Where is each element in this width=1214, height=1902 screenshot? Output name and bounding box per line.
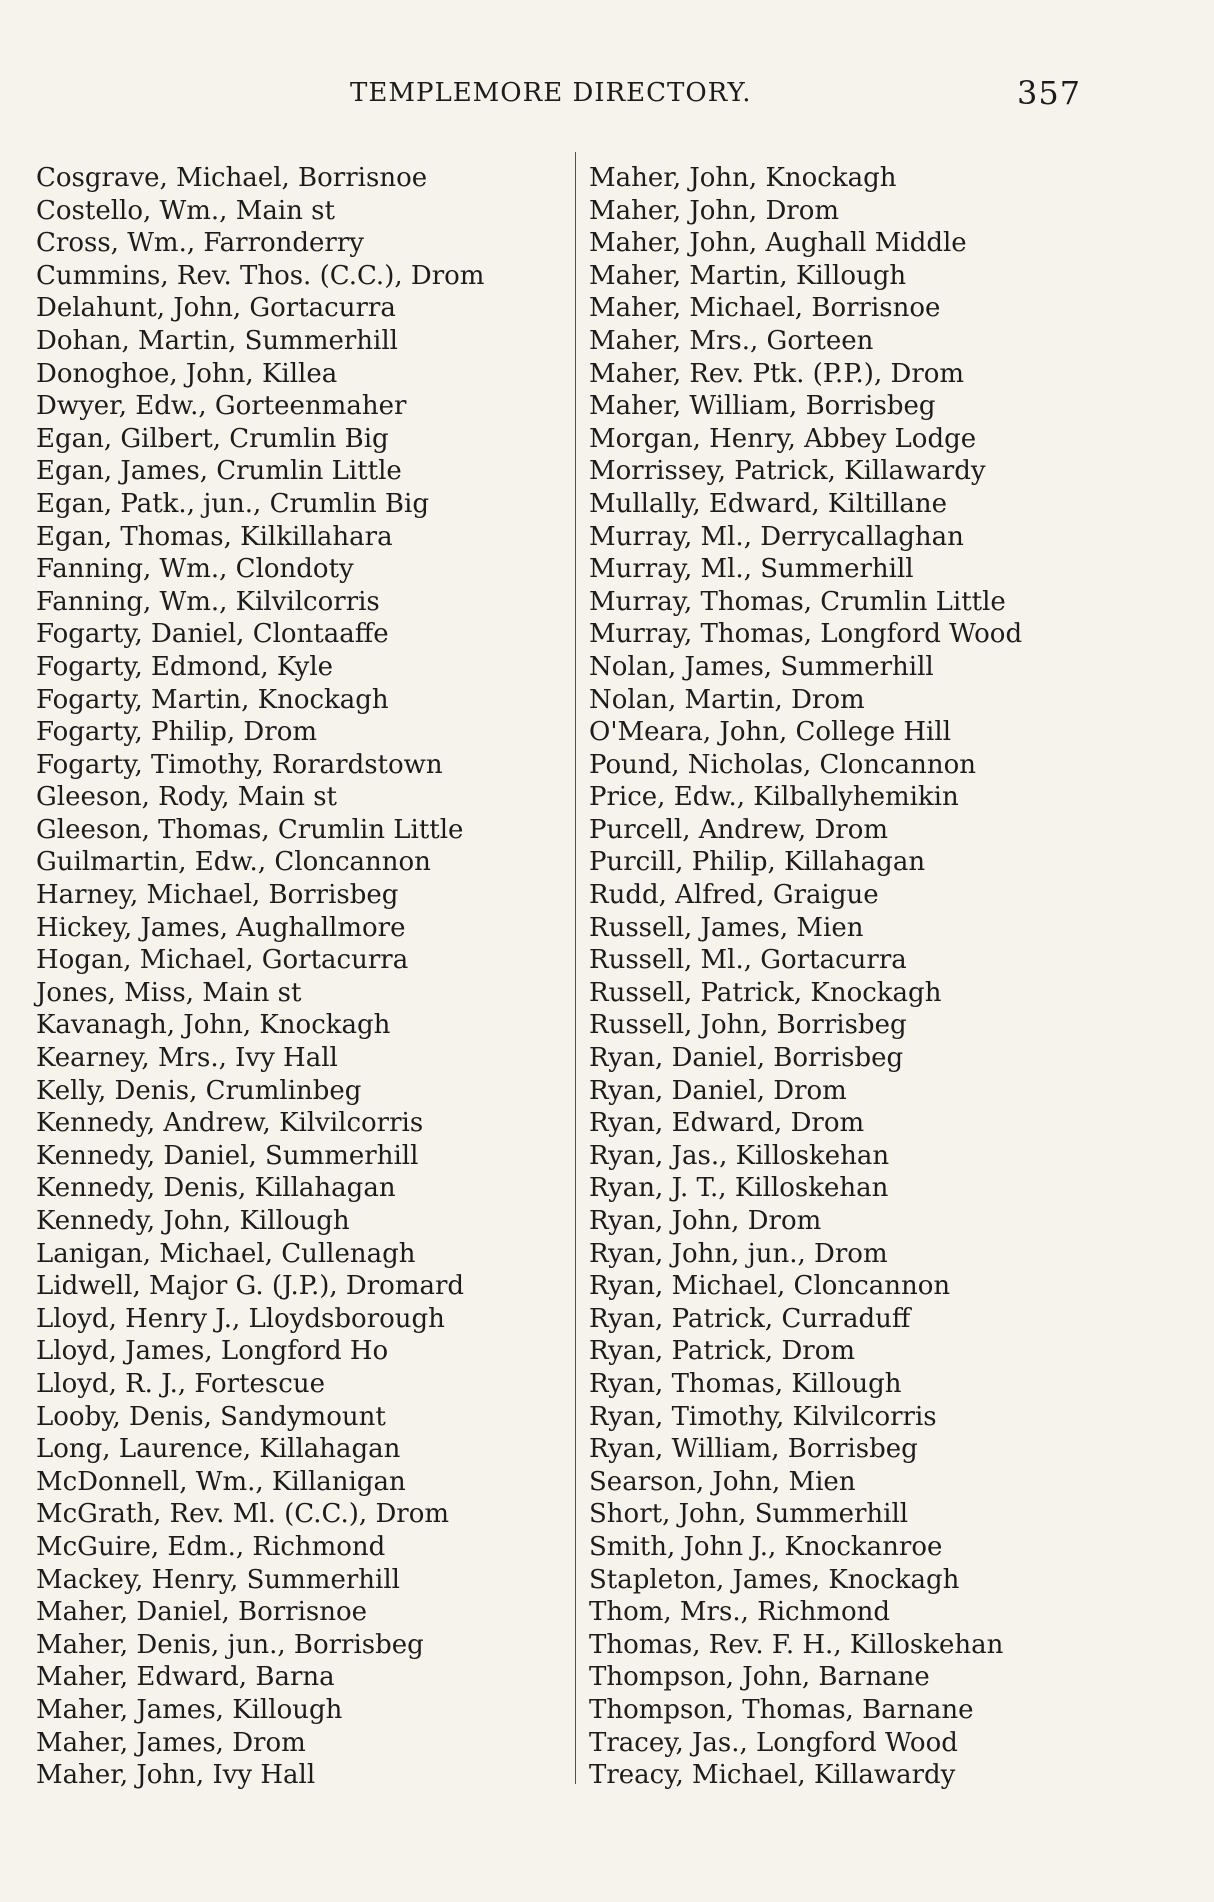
directory-entry: Maher, Martin, Killough (589, 260, 907, 291)
directory-entry: Murray, Thomas, Crumlin Little (589, 586, 1006, 617)
directory-entry: Fogarty, Martin, Knockagh (36, 684, 389, 715)
directory-entry: Lloyd, R. J., Fortescue (36, 1368, 325, 1399)
directory-entry: Russell, Ml., Gortacurra (589, 945, 907, 976)
directory-entry: Donoghoe, John, Killea (36, 358, 338, 389)
directory-entry: Murray, Ml., Derrycallaghan (589, 521, 964, 552)
directory-entry: Fogarty, Philip, Drom (36, 717, 317, 748)
directory-entry: McGuire, Edm., Richmond (36, 1531, 386, 1562)
directory-entry: Dwyer, Edw., Gorteenmaher (36, 391, 407, 422)
directory-entry: Kennedy, Daniel, Summerhill (36, 1140, 419, 1171)
directory-entry: Thomas, Rev. F. H., Killoskehan (589, 1629, 1004, 1660)
directory-entry: Lloyd, Henry J., Lloydsborough (36, 1303, 445, 1334)
directory-entry: Morgan, Henry, Abbey Lodge (589, 423, 977, 454)
directory-entry: Lidwell, Major G. (J.P.), Dromard (36, 1271, 465, 1302)
directory-entry: Nolan, Martin, Drom (589, 684, 865, 715)
directory-entry: Gleeson, Rody, Main st (36, 782, 338, 813)
directory-entry: Searson, John, Mien (589, 1466, 856, 1497)
directory-entry: Purcill, Philip, Killahagan (589, 847, 926, 878)
directory-entry: Lanigan, Michael, Cullenagh (36, 1238, 416, 1269)
directory-entry: Lloyd, James, Longford Ho (36, 1336, 389, 1367)
directory-entry: Ryan, Daniel, Borrisbeg (589, 1043, 904, 1074)
directory-entry: Thom, Mrs., Richmond (589, 1597, 891, 1628)
directory-entry: Cross, Wm., Farronderry (36, 228, 364, 259)
column-divider (575, 152, 576, 1784)
directory-entry: McDonnell, Wm., Killanigan (36, 1466, 406, 1497)
directory-entry: Maher, John, Knockagh (589, 163, 897, 193)
directory-entry: Egan, Gilbert, Crumlin Big (36, 423, 389, 454)
directory-entry: Price, Edw., Kilballyhemikin (589, 782, 959, 813)
directory-entry: Morrissey, Patrick, Killawardy (589, 456, 986, 487)
directory-entry: Ryan, John, jun., Drom (589, 1238, 888, 1269)
directory-entry: Maher, John, Drom (589, 195, 840, 226)
directory-entry: Maher, James, Drom (36, 1727, 306, 1758)
directory-entry: Thompson, Thomas, Barnane (589, 1694, 974, 1725)
directory-entry: Purcell, Andrew, Drom (589, 814, 889, 845)
directory-entry: Tracey, Jas., Longford Wood (589, 1727, 958, 1758)
directory-entry: O'Meara, John, College Hill (589, 717, 952, 748)
directory-entry: Ryan, Michael, Cloncannon (589, 1271, 951, 1302)
directory-entry: Costello, Wm., Main st (36, 195, 335, 226)
directory-entry: Kennedy, John, Killough (36, 1206, 350, 1236)
directory-entry: McGrath, Rev. Ml. (C.C.), Drom (36, 1499, 450, 1530)
directory-entry: Fogarty, Timothy, Rorardstown (36, 749, 443, 780)
page-number: 357 (1017, 74, 1082, 112)
directory-entry: Nolan, James, Summerhill (589, 651, 934, 682)
running-head-title: TEMPLEMORE DIRECTORY. (350, 78, 752, 108)
directory-entry: Cummins, Rev. Thos. (C.C.), Drom (36, 260, 485, 291)
directory-entry: Kavanagh, John, Knockagh (36, 1010, 391, 1041)
directory-entry: Treacy, Michael, Killawardy (589, 1760, 956, 1791)
directory-entry: Jones, Miss, Main st (36, 977, 302, 1008)
directory-entry: Maher, Denis, jun., Borrisbeg (36, 1629, 424, 1660)
directory-entry: Hickey, James, Aughallmore (36, 912, 406, 943)
directory-entry: Fogarty, Edmond, Kyle (36, 651, 334, 682)
directory-entry: Ryan, Daniel, Drom (589, 1075, 847, 1106)
directory-entry: Ryan, John, Drom (589, 1206, 822, 1236)
directory-entry: Fogarty, Daniel, Clontaaffe (36, 619, 389, 650)
directory-entry: Egan, Patk., jun., Crumlin Big (36, 488, 429, 519)
directory-entry: Smith, John J., Knockanroe (589, 1531, 943, 1562)
directory-column-right (589, 162, 1189, 1792)
directory-entry: Maher, John, Aughall Middle (589, 228, 967, 259)
directory-entry: Ryan, Edward, Drom (589, 1108, 865, 1139)
directory-entry: Maher, Edward, Barna (36, 1662, 335, 1693)
directory-entry: Murray, Thomas, Longford Wood (589, 619, 1023, 650)
directory-entry: Egan, James, Crumlin Little (36, 456, 402, 487)
directory-entry: Russell, James, Mien (589, 912, 864, 943)
directory-entry: Guilmartin, Edw., Cloncannon (36, 847, 431, 878)
directory-entry: Fanning, Wm., Clondoty (36, 554, 354, 585)
directory-entry: Ryan, Thomas, Killough (589, 1368, 902, 1399)
directory-entry: Maher, Rev. Ptk. (P.P.), Drom (589, 358, 965, 389)
directory-entry: Kearney, Mrs., Ivy Hall (36, 1043, 338, 1074)
directory-entry: Stapleton, James, Knockagh (589, 1564, 960, 1595)
directory-entry: Maher, James, Killough (36, 1694, 343, 1725)
directory-entry: Maher, Daniel, Borrisnoe (36, 1597, 368, 1628)
directory-entry: Dohan, Martin, Summerhill (36, 325, 398, 356)
directory-entry: Looby, Denis, Sandymount (36, 1401, 386, 1432)
directory-entry: Maher, William, Borrisbeg (589, 391, 936, 422)
directory-column-left (36, 162, 566, 1792)
directory-entry: Pound, Nicholas, Cloncannon (589, 749, 977, 780)
directory-entry: Russell, John, Borrisbeg (589, 1010, 907, 1041)
directory-entry: Rudd, Alfred, Graigue (589, 880, 879, 911)
directory-entry: Fanning, Wm., Kilvilcorris (36, 586, 380, 617)
directory-entry: Ryan, Timothy, Kilvilcorris (589, 1401, 937, 1432)
directory-entry: Cosgrave, Michael, Borrisnoe (36, 163, 428, 193)
directory-entry: Long, Laurence, Killahagan (36, 1434, 401, 1465)
directory-entry: Maher, Michael, Borrisnoe (589, 293, 941, 324)
directory-entry: Egan, Thomas, Kilkillahara (36, 521, 393, 552)
directory-entry: Maher, Mrs., Gorteen (589, 325, 874, 356)
directory-entry: Ryan, William, Borrisbeg (589, 1434, 918, 1465)
directory-entry: Ryan, Patrick, Drom (589, 1336, 856, 1367)
directory-entry: Mullally, Edward, Kiltillane (589, 488, 947, 519)
directory-entry: Murray, Ml., Summerhill (589, 554, 914, 585)
directory-entry: Russell, Patrick, Knockagh (589, 977, 942, 1008)
directory-entry: Kennedy, Denis, Killahagan (36, 1173, 396, 1204)
directory-entry: Ryan, Jas., Killoskehan (589, 1140, 890, 1171)
directory-entry: Ryan, J. T., Killoskehan (589, 1173, 889, 1204)
directory-entry: Delahunt, John, Gortacurra (36, 293, 396, 324)
directory-entry: Kennedy, Andrew, Kilvilcorris (36, 1108, 424, 1139)
directory-entry: Hogan, Michael, Gortacurra (36, 945, 409, 976)
directory-entry: Maher, John, Ivy Hall (36, 1760, 316, 1791)
directory-entry: Mackey, Henry, Summerhill (36, 1564, 400, 1595)
directory-entry: Harney, Michael, Borrisbeg (36, 880, 399, 911)
directory-entry: Short, John, Summerhill (589, 1499, 909, 1530)
directory-entry: Kelly, Denis, Crumlinbeg (36, 1075, 362, 1106)
directory-entry: Ryan, Patrick, Curraduff (589, 1303, 911, 1334)
directory-entry: Gleeson, Thomas, Crumlin Little (36, 814, 464, 845)
directory-entry: Thompson, John, Barnane (589, 1662, 930, 1693)
